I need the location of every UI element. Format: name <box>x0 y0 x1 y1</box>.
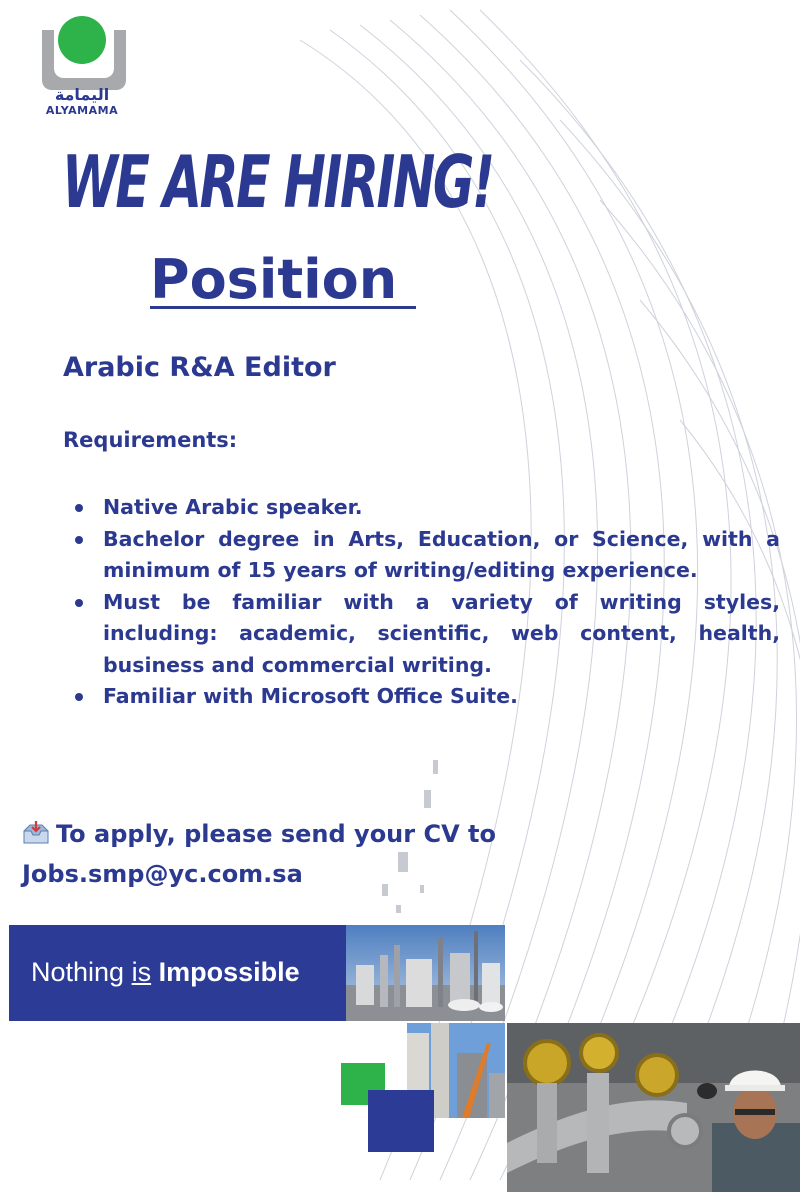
slogan-word-is: is <box>131 957 152 987</box>
refinery-photo <box>346 925 505 1021</box>
inbox-tray-icon <box>22 821 50 845</box>
position-heading: Position <box>150 248 416 311</box>
slogan-word-nothing: Nothing <box>31 957 125 987</box>
requirement-item: Native Arabic speaker. <box>63 492 780 524</box>
apply-instructions <box>22 814 496 894</box>
requirements-label: Requirements: <box>63 428 238 452</box>
requirement-item: Familiar with Microsoft Office Suite. <box>63 681 780 713</box>
blue-square-decoration <box>368 1090 434 1152</box>
hiring-headline: WE ARE HIRING! <box>62 140 493 224</box>
requirement-item: Bachelor degree in Arts, Education, or Science, with a minimum of 15 years of writing/editing experience. <box>63 524 780 587</box>
slogan-banner <box>9 925 346 1021</box>
slogan-text <box>31 957 300 988</box>
apply-email[interactable]: Jobs.smp@yc.com.sa <box>22 860 303 888</box>
apply-text: To apply, please send your CV to <box>56 820 496 848</box>
job-title: Arabic R&A Editor <box>63 352 336 383</box>
requirement-item: Must be familiar with a variety of writing styles, including: academic, scientific, web content, health, business and commercial writing. <box>63 587 780 682</box>
worker-photo <box>507 1023 800 1192</box>
slogan-word-impossible: Impossible <box>158 957 300 987</box>
logo-english-text: ALYAMAMA <box>45 104 119 117</box>
logo-arabic-text: اليمامة <box>54 85 110 104</box>
requirements-list <box>63 492 780 713</box>
